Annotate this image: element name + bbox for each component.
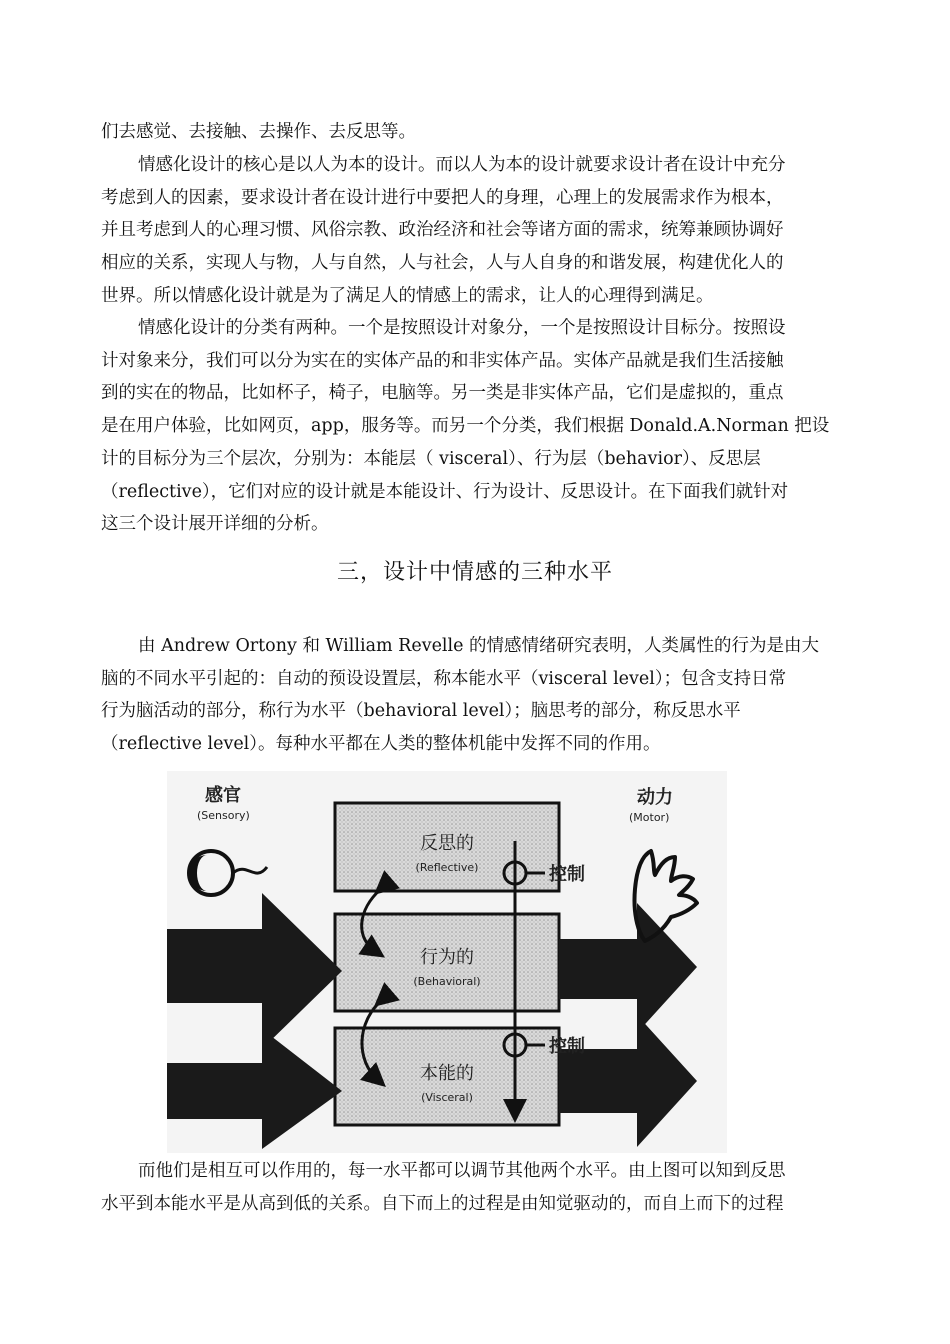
sensory-en-label: (Sensory) [197, 809, 250, 822]
text-line: 考虑到人的因素，要求设计者在设计进行中要把人的身理，心理上的发展需求作为根本， [101, 187, 784, 208]
section-heading: 三，设计中情感的三种水平 [336, 560, 613, 585]
text-line: 们去感觉、去接触、去操作、去反思等。 [101, 122, 416, 142]
text-line: 并且考虑到人的心理习惯、风俗宗教、政治经济和社会等诸方面的需求，统筹兼顾协调好 [101, 220, 784, 241]
paragraph-three-levels [101, 630, 851, 761]
text-line: 是在用户体验，比如网页，app，服务等。而另一个分类，我们根据 Donald.A.Norman 把设 [101, 416, 830, 437]
motor-en-label: (Motor) [629, 811, 670, 824]
text-line: 计对象来分，我们可以分为实在的实体产品的和非实体产品。实体产品就是我们生活接触 [101, 350, 784, 371]
control-label-upper: 控制 [549, 864, 585, 885]
sensory-label: 感官 [205, 785, 241, 806]
behavioral-label: 行为的 [420, 947, 474, 968]
paragraph-interaction [101, 1155, 851, 1220]
behavioral-en-label: (Behavioral) [413, 975, 481, 988]
text-line: 水平到本能水平是从高到低的关系。自下而上的过程是由知觉驱动的，而自上而下的过程 [101, 1193, 784, 1214]
text-line: 行为脑活动的部分，称行为水平（behavioral level）；脑思考的部分，称反思水平 [101, 701, 741, 722]
text-line: （reflective），它们对应的设计就是本能设计、行为设计、反思设计。在下面我们就针对 [101, 481, 789, 502]
text-line: 由 Andrew Ortony 和 William Revelle 的情感情绪研究表明，人类属性的行为是由大 [138, 636, 820, 656]
text-line: 计的目标分为三个层次，分别为：本能层（ visceral）、行为层（behavior）、反思层 [101, 448, 761, 469]
text-line: 情感化设计的核心是以人为本的设计。而以人为本的设计就要求设计者在设计中充分 [138, 155, 786, 175]
paragraph-core-concept [101, 149, 851, 313]
control-label-lower: 控制 [549, 1036, 585, 1057]
text-line: （reflective level）。每种水平都在人类的整体机能中发挥不同的作用。 [101, 734, 661, 755]
text-line: 而他们是相互可以作用的，每一水平都可以调节其他两个水平。由上图可以知到反思 [138, 1161, 786, 1181]
visceral-label: 本能的 [420, 1063, 474, 1084]
text-line: 相应的关系，实现人与物，人与自然，人与社会，人与人自身的和谐发展，构建优化人的 [101, 253, 784, 274]
text-line: 世界。所以情感化设计就是为了满足人的情感上的需求，让人的心理得到满足。 [101, 285, 714, 306]
reflective-label: 反思的 [420, 833, 474, 854]
three-levels-diagram [167, 771, 727, 1153]
text-line: 到的实在的物品，比如杯子，椅子，电脑等。另一类是非实体产品，它们是虚拟的，重点 [101, 383, 784, 404]
reflective-en-label: (Reflective) [415, 861, 479, 874]
text-line: 这三个设计展开详细的分析。 [101, 514, 329, 535]
motor-label: 动力 [637, 787, 673, 808]
paragraph-intro-end [101, 116, 851, 149]
text-line: 情感化设计的分类有两种。一个是按照设计对象分，一个是按照设计目标分。按照设 [138, 318, 786, 338]
paragraph-classification [101, 312, 851, 541]
visceral-en-label: (Visceral) [421, 1091, 473, 1104]
text-line: 脑的不同水平引起的：自动的预设设置层，称本能水平（visceral level）；包含支持日常 [101, 668, 787, 689]
diagram-svg [167, 771, 727, 1153]
